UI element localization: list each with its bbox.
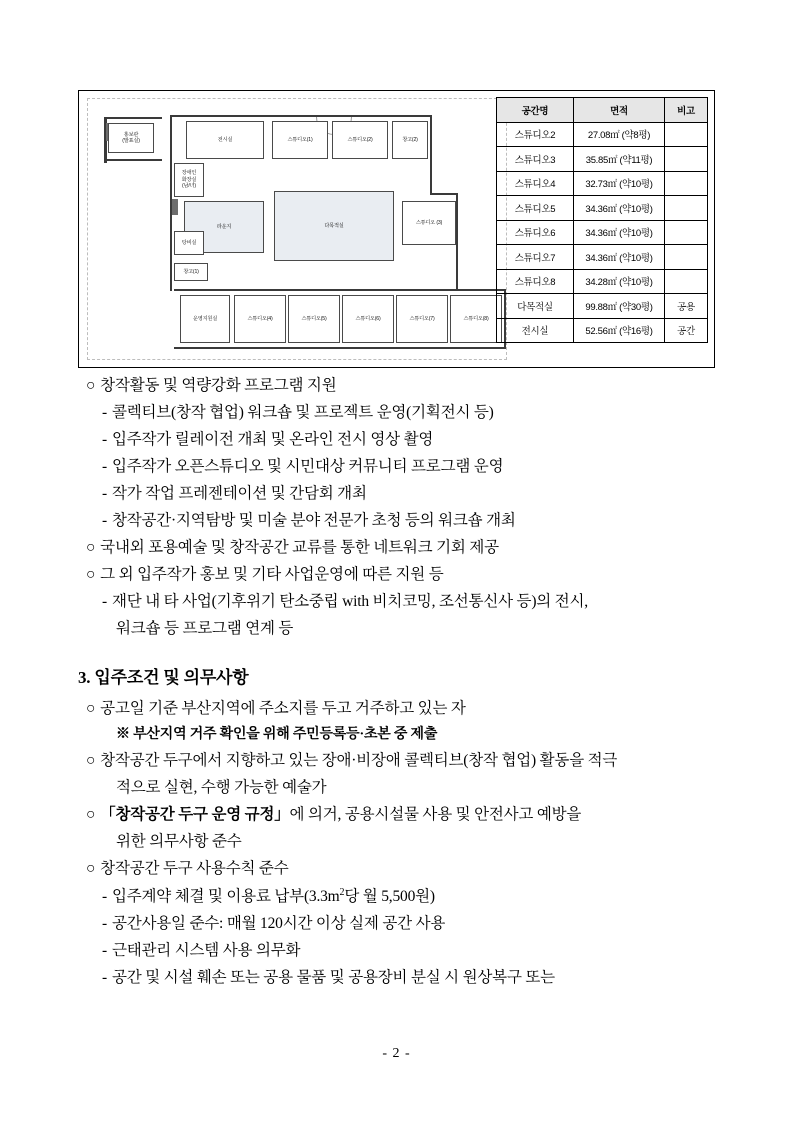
body-text: 창작공간 두구 사용수칙 준수	[100, 860, 289, 877]
floor-plan-room: 창고(1)	[174, 263, 208, 281]
wall-segment	[430, 115, 432, 193]
body-line	[78, 753, 718, 769]
body-line	[78, 378, 718, 394]
list-marker: -	[102, 915, 107, 933]
table-row	[497, 147, 708, 172]
body-line	[78, 916, 718, 932]
area-cell-area: 34.28㎡ (약10평)	[574, 269, 665, 294]
area-table	[496, 97, 708, 343]
body-line	[78, 701, 718, 717]
area-cell-name: 전시실	[497, 318, 574, 343]
body-text: 위한 의무사항 준수	[116, 833, 242, 850]
body-line	[78, 432, 718, 448]
list-marker: -	[102, 458, 107, 475]
floor-plan-room: 스튜디오(4)	[234, 295, 286, 343]
body-line	[78, 728, 718, 742]
wall-segment	[170, 115, 432, 117]
document-body	[78, 378, 718, 997]
area-cell-area: 35.85㎡ (약11평)	[574, 147, 665, 172]
body-text: 공간 및 시설 훼손 또는 공용 물품 및 공용장비 분실 시 원상복구 또는	[111, 969, 555, 987]
body-line	[78, 943, 718, 959]
program-support-list	[78, 378, 718, 637]
body-line	[78, 861, 718, 877]
area-cell-note: 공용	[665, 294, 708, 319]
body-text: 창작활동 및 역량강화 프로그램 지원	[100, 377, 337, 394]
body-text: 입주작가 오픈스튜디오 및 시민대상 커뮤니티 프로그램 운영	[111, 458, 504, 475]
floor-plan-room: 스튜디오(5)	[288, 295, 340, 343]
area-cell-name: 다목적실	[497, 294, 574, 319]
floor-plan-room: 다목적실	[274, 191, 394, 261]
floor-plan-room: 전시실	[186, 121, 264, 159]
body-line	[78, 621, 718, 637]
list-marker: -	[102, 404, 107, 421]
body-text: 재단 내 타 사업(기후위기 탄소중립 with 비치코밍, 조선통신사 등)의 전시,	[111, 593, 588, 610]
body-text: 공간사용일 준수: 매월 120시간 이상 실제 공간 사용	[111, 915, 446, 933]
body-line	[78, 888, 718, 905]
area-cell-note	[665, 269, 708, 294]
table-row	[497, 294, 708, 319]
area-cell-area: 52.56㎡ (약16평)	[574, 318, 665, 343]
area-cell-name: 스튜디오8	[497, 269, 574, 294]
body-line	[78, 834, 718, 850]
area-cell-note	[665, 122, 708, 147]
body-line	[78, 807, 718, 823]
body-text: 콜렉티브(창작 협업) 워크숍 및 프로젝트 운영(기획전시 등)	[111, 404, 494, 421]
body-text: 입주작가 릴레이전 개최 및 온라인 전시 영상 촬영	[111, 431, 434, 448]
floor-plan-room: 스튜디오(1)	[272, 121, 328, 159]
table-row	[497, 269, 708, 294]
floor-plan-room: 라운지	[184, 201, 264, 253]
body-line	[78, 567, 718, 583]
area-cell-note: 공간	[665, 318, 708, 343]
area-cell-name: 스튜디오2	[497, 122, 574, 147]
body-text: 국내외 포용예술 및 창작공간 교류를 통한 네트워크 기회 제공	[100, 539, 499, 556]
floor-plan-room: 장애인 화장실 (남/녀)	[174, 163, 204, 197]
table-header-space-name: 공간명	[497, 98, 574, 123]
list-marker: -	[102, 942, 107, 960]
body-line	[78, 459, 718, 475]
list-marker: ○	[86, 752, 96, 769]
list-marker: -	[102, 593, 107, 610]
list-marker: -	[102, 969, 107, 987]
wall-segment	[170, 285, 172, 291]
area-cell-area: 32.73㎡ (약10평)	[574, 171, 665, 196]
stair-hatch	[172, 199, 178, 215]
table-row	[497, 171, 708, 196]
wall-segment	[430, 193, 458, 195]
floor-plan-drawing	[87, 98, 507, 360]
area-cell-area: 34.36㎡ (약10평)	[574, 245, 665, 270]
table-row	[497, 196, 708, 221]
body-text: 워크숍 등 프로그램 연계 등	[116, 620, 294, 637]
area-cell-name: 스튜디오5	[497, 196, 574, 221]
list-marker: ○	[86, 860, 96, 877]
area-cell-name: 스튜디오3	[497, 147, 574, 172]
floor-plan-room: 스튜디오(7)	[396, 295, 448, 343]
table-header-note: 비고	[665, 98, 708, 123]
floor-plan-room: 탕비실	[174, 231, 204, 255]
wall-segment	[456, 193, 458, 289]
floor-plan-room: 홍보관 (발표실)	[108, 123, 154, 153]
area-cell-area: 99.88㎡ (약30평)	[574, 294, 665, 319]
area-cell-note	[665, 245, 708, 270]
body-text: 작가 작업 프레젠테이션 및 간담회 개최	[111, 485, 367, 502]
area-cell-note	[665, 196, 708, 221]
floor-plan-room: 스튜디오(8)	[450, 295, 502, 343]
body-text: 「창작공간 두구 운영 규정」에 의거, 공용시설물 사용 및 안전사고 예방을	[100, 806, 582, 823]
floor-plan-room: 스튜디오(2)	[332, 121, 388, 159]
body-text: 입주계약 체결 및 이용료 납부($3.3m^2$당 월 5,500원)	[111, 887, 435, 906]
floor-plan-room: 창고(2)	[392, 121, 428, 159]
body-line	[78, 970, 718, 986]
table-row	[497, 122, 708, 147]
table-row	[497, 318, 708, 343]
body-line	[78, 513, 718, 529]
floor-plan-room: 스튜디오 (3)	[402, 201, 456, 245]
body-text: 그 외 입주작가 홍보 및 기타 사업운영에 따른 지원 등	[100, 566, 444, 583]
body-text: 근태관리 시스템 사용 의무화	[111, 942, 301, 960]
floor-plan-room: 운영지원실	[180, 295, 230, 343]
wall-segment	[104, 117, 162, 119]
area-cell-area: 34.36㎡ (약10평)	[574, 196, 665, 221]
area-cell-area: 27.08㎡ (약8평)	[574, 122, 665, 147]
area-cell-note	[665, 171, 708, 196]
list-marker: -	[102, 431, 107, 448]
body-text: 창작공간 두구에서 지향하고 있는 장애·비장애 콜렉티브(창작 협업) 활동을 적극	[100, 752, 618, 769]
body-line	[78, 594, 718, 610]
table-row	[497, 220, 708, 245]
list-marker: ○	[86, 566, 96, 583]
wall-segment	[104, 159, 162, 161]
area-cell-area: 34.36㎡ (약10평)	[574, 220, 665, 245]
table-row	[497, 245, 708, 270]
list-marker: -	[102, 888, 107, 906]
wall-segment	[174, 289, 506, 291]
table-header-area: 면적	[574, 98, 665, 123]
list-marker: ○	[86, 377, 96, 394]
floor-plan-room: 스튜디오(6)	[342, 295, 394, 343]
area-cell-name: 스튜디오6	[497, 220, 574, 245]
list-marker: -	[102, 485, 107, 502]
body-text: 적으로 실현, 수행 가능한 예술가	[116, 779, 327, 796]
area-cell-name: 스튜디오4	[497, 171, 574, 196]
area-cell-note	[665, 147, 708, 172]
body-text: 창작공간·지역탐방 및 미술 분야 전문가 초청 등의 워크숍 개최	[111, 512, 516, 529]
list-marker: -	[102, 512, 107, 529]
wall-segment	[174, 347, 506, 349]
body-line	[78, 780, 718, 796]
page-footer: - 2 -	[382, 1046, 411, 1061]
body-line	[78, 540, 718, 556]
body-text: 공고일 기준 부산지역에 주소지를 두고 거주하고 있는 자	[100, 699, 466, 717]
area-cell-name: 스튜디오7	[497, 245, 574, 270]
residency-conditions-list	[78, 701, 718, 986]
section-heading-3: 3. 입주조건 및 의무사항	[78, 667, 249, 687]
area-cell-note	[665, 220, 708, 245]
body-line	[78, 405, 718, 421]
table-body	[497, 122, 708, 343]
body-text: ※ 부산지역 거주 확인을 위해 주민등록등·초본 중 제출	[116, 726, 438, 742]
floor-plan-box	[78, 90, 715, 368]
list-marker: ○	[86, 806, 96, 823]
body-line	[78, 486, 718, 502]
list-marker: ○	[86, 539, 96, 556]
table-header-row	[497, 98, 708, 123]
list-marker: ○	[86, 699, 96, 717]
